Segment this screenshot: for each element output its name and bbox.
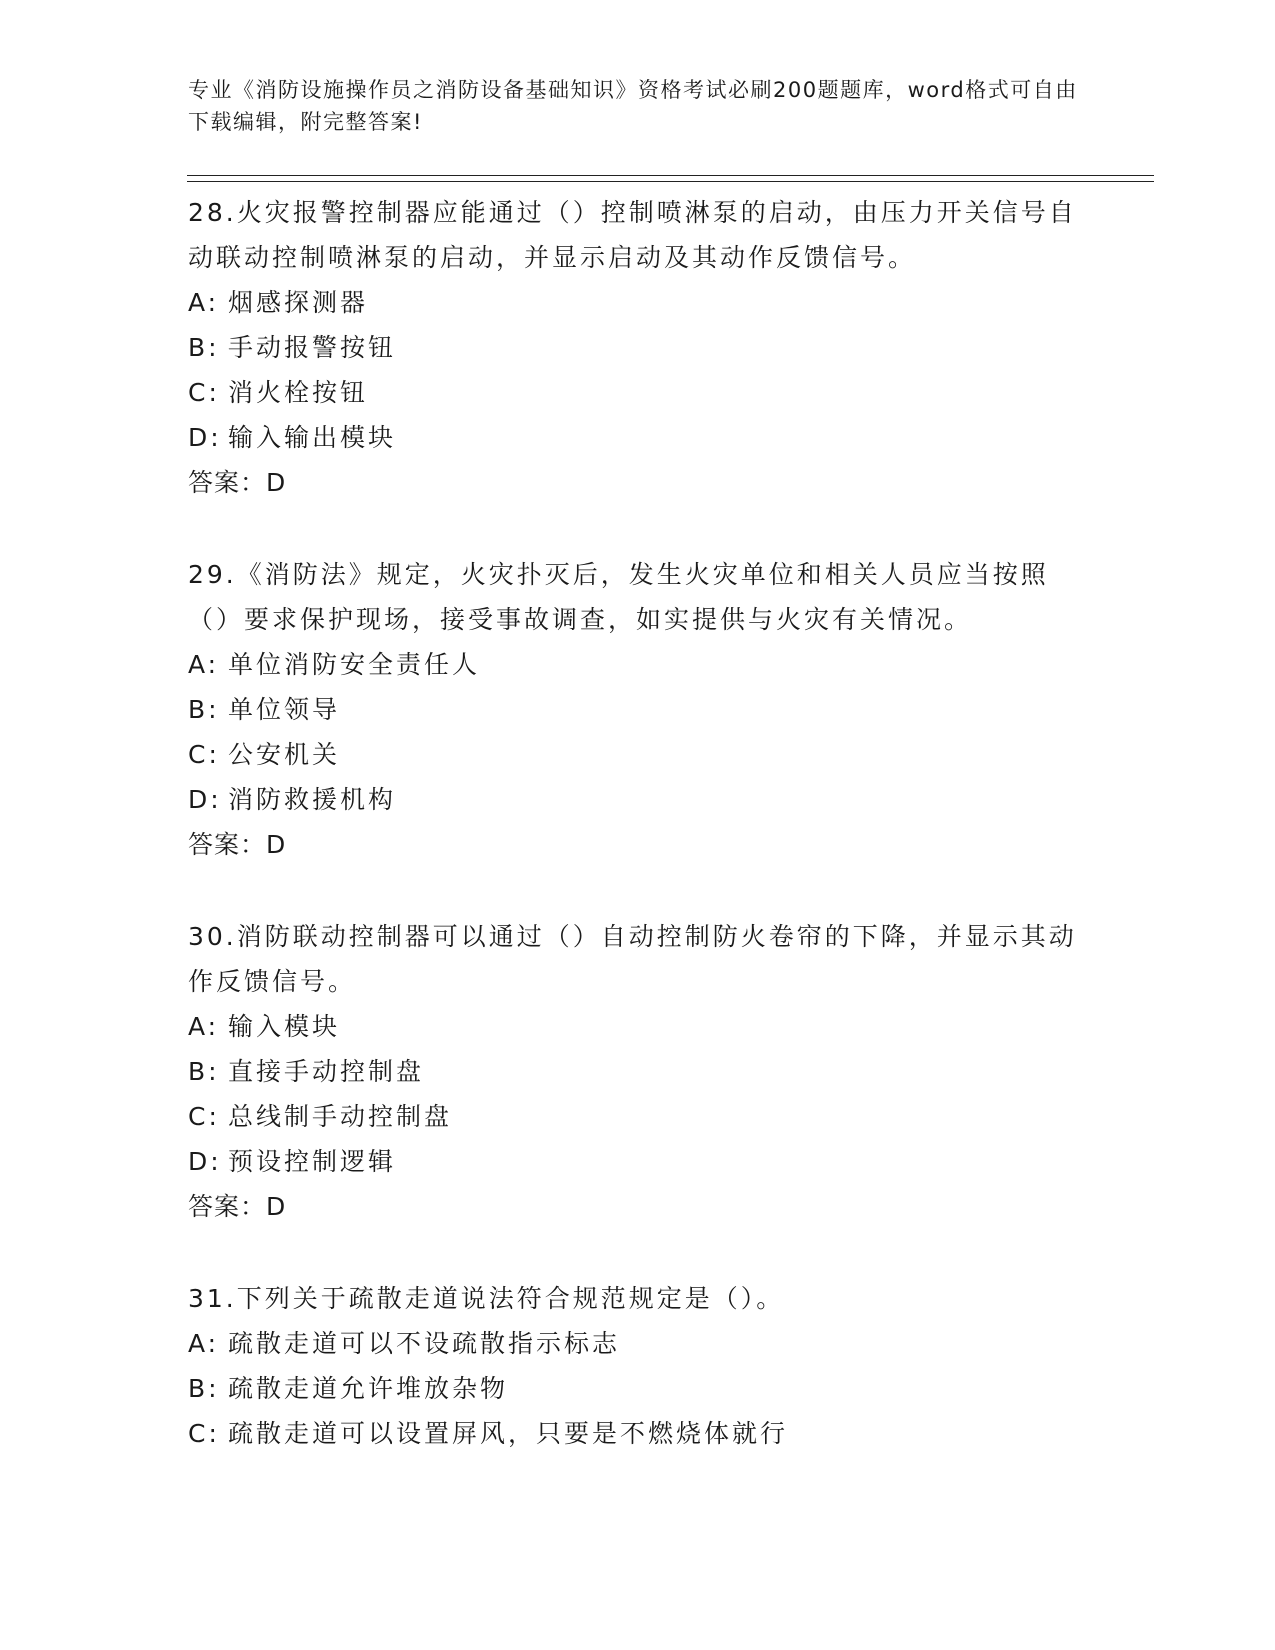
option-c (188, 1094, 1088, 1139)
answer-label: 答案： (188, 1192, 267, 1221)
document-header: 专业《消防设施操作员之消防设备基础知识》资格考试必刷200题题库，word格式可自由下载编辑，附完整答案! (188, 78, 1078, 134)
option-text: 直接手动控制盘 (228, 1057, 425, 1086)
option-text: 公安机关 (228, 740, 341, 769)
question-list (188, 190, 1088, 1456)
option-text: 烟感探测器 (228, 288, 369, 317)
option-a (188, 642, 1088, 687)
option-key: B: (188, 1057, 220, 1086)
question-stem: 31.下列关于疏散走道说法符合规范规定是（）。 (188, 1284, 785, 1313)
option-key: D: (188, 785, 222, 814)
question-31 (188, 1276, 1088, 1456)
answer-line (188, 460, 1088, 505)
option-key: A: (188, 650, 220, 679)
option-c (188, 732, 1088, 777)
option-d (188, 1139, 1088, 1184)
option-text: 预设控制逻辑 (228, 1147, 397, 1176)
option-key: C: (188, 740, 220, 769)
option-b (188, 1366, 1088, 1411)
option-key: C: (188, 1102, 220, 1131)
option-key: A: (188, 288, 220, 317)
option-text: 消防救援机构 (228, 785, 397, 814)
option-b (188, 1049, 1088, 1094)
option-b (188, 687, 1088, 732)
option-d (188, 777, 1088, 822)
header-rule-top (187, 175, 1154, 176)
option-a (188, 1321, 1088, 1366)
answer-value: D (266, 468, 287, 497)
option-key: B: (188, 333, 220, 362)
option-key: A: (188, 1329, 220, 1358)
option-text: 输入模块 (228, 1012, 341, 1041)
option-c (188, 1411, 1088, 1456)
option-d (188, 415, 1088, 460)
option-key: A: (188, 1012, 220, 1041)
question-stem: 29.《消防法》规定，火灾扑灭后，发生火灾单位和相关人员应当按照（）要求保护现场，接受事故调查，如实提供与火灾有关情况。 (188, 560, 1049, 634)
answer-label: 答案： (188, 830, 267, 859)
option-key: B: (188, 1374, 220, 1403)
option-a (188, 280, 1088, 325)
option-text: 消火栓按钮 (228, 378, 369, 407)
option-text: 疏散走道可以不设疏散指示标志 (228, 1329, 621, 1358)
option-c (188, 370, 1088, 415)
option-text: 单位消防安全责任人 (228, 650, 481, 679)
answer-label: 答案： (188, 468, 267, 497)
option-key: D: (188, 423, 222, 452)
option-text: 输入输出模块 (228, 423, 397, 452)
question-29 (188, 552, 1088, 867)
question-stem: 28.火灾报警控制器应能通过（）控制喷淋泵的启动，由压力开关信号自动联动控制喷淋泵的启动，并显示启动及其动作反馈信号。 (188, 198, 1077, 272)
option-a (188, 1004, 1088, 1049)
answer-value: D (266, 830, 287, 859)
option-b (188, 325, 1088, 370)
option-text: 疏散走道允许堆放杂物 (228, 1374, 509, 1403)
option-text: 疏散走道可以设置屏风，只要是不燃烧体就行 (228, 1419, 789, 1448)
option-text: 总线制手动控制盘 (228, 1102, 453, 1131)
option-text: 单位领导 (228, 695, 341, 724)
option-text: 手动报警按钮 (228, 333, 397, 362)
option-key: B: (188, 695, 220, 724)
question-stem: 30.消防联动控制器可以通过（）自动控制防火卷帘的下降，并显示其动作反馈信号。 (188, 922, 1077, 996)
option-key: C: (188, 378, 220, 407)
option-key: D: (188, 1147, 222, 1176)
option-key: C: (188, 1419, 220, 1448)
question-28 (188, 190, 1088, 505)
answer-line (188, 1184, 1088, 1229)
question-30 (188, 914, 1088, 1229)
header-rule-bottom (187, 181, 1154, 182)
answer-value: D (266, 1192, 287, 1221)
answer-line (188, 822, 1088, 867)
